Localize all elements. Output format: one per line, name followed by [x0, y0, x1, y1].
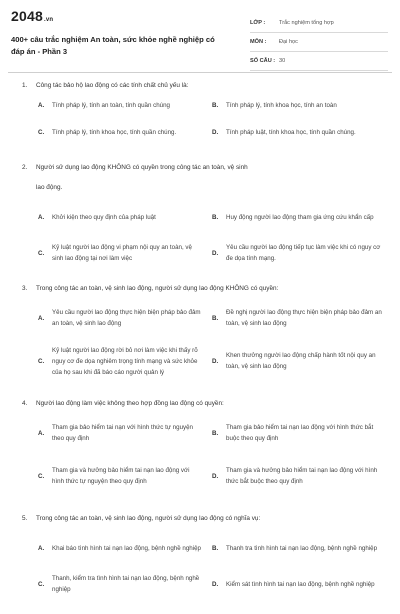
option-letter: C.	[38, 249, 45, 257]
question-body-continued: lao động.	[36, 184, 63, 191]
question-number: 4.	[22, 400, 28, 407]
question-text	[22, 398, 388, 410]
option-text: Tham gia và hưởng bảo hiểm tai nạn lao động với hình thức tự nguyện theo quy định	[52, 467, 190, 485]
option-letter: D.	[212, 580, 219, 588]
question-text	[22, 513, 388, 525]
question-number: 1.	[22, 82, 28, 89]
answer-options	[22, 303, 388, 383]
question-text	[22, 283, 388, 295]
question-text	[22, 162, 388, 194]
meta-key: LỚP :	[250, 20, 266, 26]
option-text: Khai báo tình hình tai nạn lao động, bệnh nghề nghiệp	[52, 544, 201, 552]
option-c[interactable]	[22, 339, 212, 383]
option-text: Kiểm sát tình hình tai nạn lao động, bệnh nghề nghiệp	[226, 580, 375, 588]
option-letter: B.	[212, 429, 219, 437]
option-letter: D.	[212, 357, 219, 365]
option-text: Tính pháp lý, tính an toàn, tính quần chúng	[52, 102, 170, 109]
option-b[interactable]	[212, 418, 392, 448]
meta-key: MÔN :	[250, 39, 267, 45]
question-list	[0, 80, 400, 614]
option-a[interactable]	[22, 100, 212, 111]
question-body: Người lao động làm việc không theo hợp đồng lao động có quyền:	[36, 400, 224, 407]
question-1	[0, 80, 400, 147]
option-b[interactable]	[212, 202, 392, 232]
option-text: Tham gia và hưởng bảo hiểm tai nạn lao động với hình thức bắt buộc theo quy định	[226, 467, 378, 485]
option-c[interactable]	[22, 454, 212, 498]
option-text: Huy động người lao động tham gia ứng cứu khẩn cấp	[226, 213, 374, 221]
question-body: Người sử dụng lao động KHÔNG có quyền trong công tác an toàn, vệ sinh	[36, 164, 248, 171]
option-letter: C.	[38, 357, 45, 365]
option-a[interactable]	[22, 418, 212, 448]
question-number: 2.	[22, 164, 28, 171]
option-text: Tính pháp lý, tính khoa học, tính an toàn	[226, 102, 337, 109]
document-header	[0, 0, 400, 70]
option-b[interactable]	[212, 303, 392, 333]
logo-tld: .vn	[43, 17, 54, 23]
page-title: 400+ câu trắc nghiệm An toàn, sức khỏe nghề nghiệp có đáp án - Phần 3	[11, 35, 215, 56]
option-text: Tính pháp lý, tính khoa học, tính quần chúng.	[52, 128, 177, 136]
option-a[interactable]	[22, 303, 212, 333]
option-text: Yêu cầu người lao động tiếp tục làm việc khi có nguy cơ đe dọa tính mạng.	[226, 244, 381, 262]
answer-options	[22, 418, 388, 498]
meta-table	[250, 14, 388, 71]
header-divider	[8, 72, 392, 73]
logo-main: 2048	[11, 8, 43, 24]
question-3	[0, 283, 400, 383]
option-letter: A.	[38, 544, 45, 552]
answer-options	[22, 202, 388, 268]
option-text: Kỷ luật người lao động rời bỏ nơi làm việc khi thấy rõ nguy cơ đe dọa nghiêm trọng tính mạng và sức khỏe của họ sau khi đã báo cáo người quản lý	[52, 346, 198, 376]
question-number: 3.	[22, 285, 28, 292]
option-d[interactable]	[212, 117, 392, 147]
option-text: Yêu cầu người lao động thực hiện biện pháp bảo đảm an toàn, vệ sinh lao động	[52, 309, 201, 327]
option-letter: D.	[212, 249, 219, 257]
meta-value: 30	[279, 58, 286, 64]
option-b[interactable]	[212, 100, 392, 111]
site-logo[interactable]	[11, 8, 53, 24]
option-a[interactable]	[22, 533, 212, 563]
option-letter: D.	[212, 472, 219, 480]
option-c[interactable]	[22, 238, 212, 268]
option-letter: B.	[212, 544, 219, 552]
option-letter: A.	[38, 429, 45, 437]
option-text: Kỷ luật người lao động vi phạm nội quy an toàn, vệ sinh lao động tại nơi làm việc	[52, 244, 192, 262]
meta-row-subject	[250, 33, 388, 52]
option-letter: A.	[38, 213, 45, 221]
option-d[interactable]	[212, 238, 392, 268]
question-body: Công tác bảo hộ lao động có các tính chất chủ yếu là:	[36, 82, 189, 89]
option-text: Tham gia bảo hiểm tai nạn lao động với hình thức bắt buộc theo quy định	[226, 424, 374, 442]
option-letter: B.	[212, 213, 219, 221]
question-text	[22, 80, 388, 92]
option-text: Tham gia bảo hiểm tai nạn với hình thức tự nguyện theo quy định	[52, 424, 193, 442]
option-letter: D.	[212, 128, 219, 136]
question-4	[0, 398, 400, 498]
option-d[interactable]	[212, 454, 392, 498]
option-letter: A.	[38, 102, 45, 109]
option-letter: C.	[38, 580, 45, 588]
question-body-wrap	[36, 162, 388, 194]
question-2	[0, 162, 400, 268]
answer-options	[22, 100, 388, 147]
option-letter: B.	[212, 314, 219, 322]
option-d[interactable]	[212, 339, 392, 383]
meta-value: Đại học	[279, 39, 298, 45]
question-body: Trong công tác an toàn, vệ sinh lao động, người sử dụng lao động KHÔNG có quyền:	[36, 285, 279, 292]
option-a[interactable]	[22, 202, 212, 232]
option-text: Thanh, kiểm tra tình hình tai nạn lao động, bệnh nghề nghiệp	[52, 575, 200, 593]
option-letter: C.	[38, 472, 45, 480]
option-d[interactable]	[212, 569, 392, 599]
meta-value: Trắc nghiệm tổng hợp	[279, 20, 334, 26]
option-letter: C.	[38, 128, 45, 136]
option-letter: B.	[212, 102, 219, 109]
question-body: Trong công tác an toàn, vệ sinh lao động, người sử dụng lao động có nghĩa vụ:	[36, 515, 261, 522]
question-number: 5.	[22, 515, 28, 522]
option-text: Khởi kiện theo quy định của pháp luật	[52, 213, 156, 221]
meta-key: SỐ CÂU :	[250, 58, 276, 64]
option-text: Thanh tra tình hình tai nạn lao động, bệnh nghề nghiệp	[226, 544, 378, 552]
meta-row-class	[250, 14, 388, 33]
meta-row-count	[250, 52, 388, 71]
option-b[interactable]	[212, 533, 392, 563]
answer-options	[22, 533, 388, 599]
question-5	[0, 513, 400, 599]
option-text: Đề nghị người lao động thực hiện biện pháp bảo đảm an toàn, vệ sinh lao động	[226, 309, 382, 327]
option-c[interactable]	[22, 117, 212, 147]
option-text: Tính pháp luật, tính khoa học, tính quần chúng.	[226, 128, 356, 136]
option-letter: A.	[38, 314, 45, 322]
option-c[interactable]	[22, 569, 212, 599]
option-text: Khen thưởng người lao động chấp hành tốt nội quy an toàn, vệ sinh lao động	[226, 352, 376, 370]
